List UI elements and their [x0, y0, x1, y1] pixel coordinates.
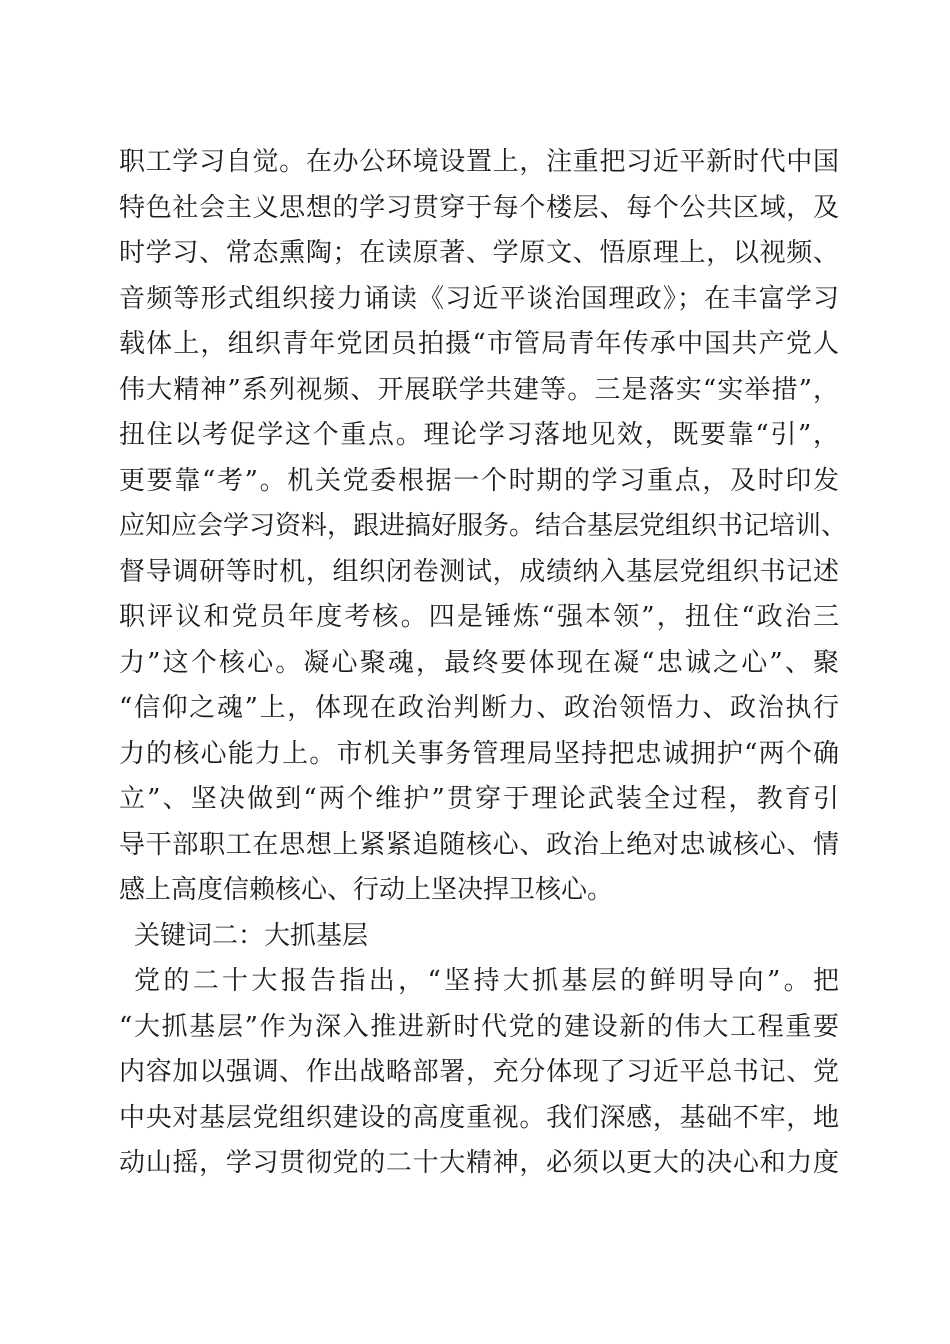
text-line: 更要靠“考”。机关党委根据一个时期的学习重点，及时印发: [119, 465, 839, 496]
text-line: “大抓基层”作为深入推进新时代党的建设新的伟大工程重要: [119, 1011, 839, 1042]
text-line-paragraph-start: 党的二十大报告指出，“坚持大抓基层的鲜明导向”。把: [134, 966, 839, 996]
text-line: 时学习、常态熏陶；在读原著、学原文、悟原理上，以视频、: [119, 238, 839, 268]
text-line: 内容加以强调、作出战略部署，充分体现了习近平总书记、党: [119, 1057, 839, 1087]
text-line: “信仰之魂”上，体现在政治判断力、政治领悟力、政治执行: [119, 693, 839, 723]
text-line: 应知应会学习资料，跟进搞好服务。结合基层党组织书记培训、: [119, 511, 848, 541]
text-line: 立”、坚决做到“两个维护”贯穿于理论武装全过程，教育引: [119, 784, 839, 814]
section-heading: 关键词二：大抓基层: [134, 920, 369, 951]
text-line: 载体上，组织青年党团员拍摄“市管局青年传承中国共产党人: [119, 329, 839, 359]
text-line: 中央对基层党组织建设的高度重视。我们深感，基础不牢，地: [119, 1102, 839, 1133]
text-line: 伟大精神”系列视频、开展联学共建等。三是落实“实举措”，: [119, 374, 839, 405]
text-line: 音频等形式组织接力诵读《习近平谈治国理政》；在丰富学习: [119, 283, 839, 314]
text-line: 职工学习自觉。在办公环境设置上，注重把习近平新时代中国: [119, 147, 839, 177]
text-line: 动山摇，学习贯彻党的二十大精神，必须以更大的决心和力度: [119, 1148, 839, 1178]
body-text: [119, 140, 848, 1187]
text-line-paragraph-end: 感上高度信赖核心、行动上坚决捍卫核心。: [119, 875, 614, 905]
text-line: 力”这个核心。凝心聚魂，最终要体现在凝“忠诚之心”、聚: [119, 647, 839, 678]
text-line: 督导调研等时机，组织闭卷测试，成绩纳入基层党组织书记述: [119, 556, 839, 587]
text-line: 力的核心能力上。市机关事务管理局坚持把忠诚拥护“两个确: [119, 738, 839, 769]
text-line: 特色社会主义思想的学习贯穿于每个楼层、每个公共区域，及: [119, 192, 839, 223]
text-line: 扭住以考促学这个重点。理论学习落地见效，既要靠“引”，: [119, 420, 839, 450]
text-line: 职评议和党员年度考核。四是锤炼“强本领”，扭住“政治三: [119, 602, 839, 632]
text-line: 导干部职工在思想上紧紧追随核心、政治上绝对忠诚核心、情: [119, 829, 839, 860]
